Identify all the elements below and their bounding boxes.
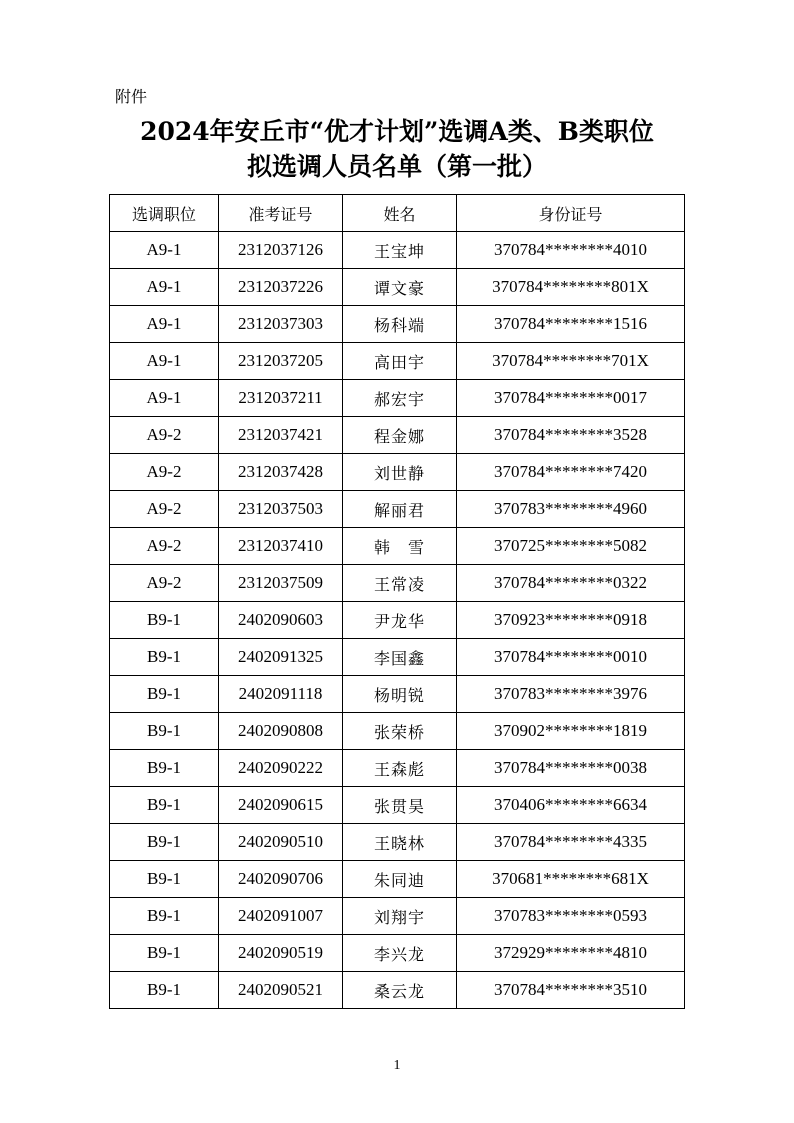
table-row bbox=[110, 306, 685, 343]
cell-id-number: 370784********0010 bbox=[457, 639, 685, 676]
cell-name: 桑云龙 bbox=[343, 972, 457, 1009]
header-position: 选调职位 bbox=[110, 195, 219, 232]
page-number: 1 bbox=[393, 1058, 401, 1073]
cell-name: 郝宏宇 bbox=[343, 380, 457, 417]
cell-name: 杨明锐 bbox=[343, 676, 457, 713]
cell-exam-number: 2402090519 bbox=[219, 935, 343, 972]
cell-id-number: 370784********801X bbox=[457, 269, 685, 306]
table-row bbox=[110, 417, 685, 454]
table-row bbox=[110, 972, 685, 1009]
table-row bbox=[110, 454, 685, 491]
cell-position: B9-1 bbox=[110, 713, 219, 750]
document-title bbox=[0, 114, 794, 184]
cell-id-number: 370784********0322 bbox=[457, 565, 685, 602]
cell-position: A9-2 bbox=[110, 417, 219, 454]
table-row bbox=[110, 528, 685, 565]
cell-id-number: 370725********5082 bbox=[457, 528, 685, 565]
cell-name: 王晓林 bbox=[343, 824, 457, 861]
cell-name: 张荣桥 bbox=[343, 713, 457, 750]
cell-id-number: 370784********4335 bbox=[457, 824, 685, 861]
header-name: 姓名 bbox=[343, 195, 457, 232]
cell-position: B9-1 bbox=[110, 898, 219, 935]
cell-name: 杨科端 bbox=[343, 306, 457, 343]
cell-exam-number: 2402091007 bbox=[219, 898, 343, 935]
table-row bbox=[110, 269, 685, 306]
cell-name: 高田宇 bbox=[343, 343, 457, 380]
cell-position: B9-1 bbox=[110, 676, 219, 713]
cell-exam-number: 2402090706 bbox=[219, 861, 343, 898]
header-exam-number: 准考证号 bbox=[219, 195, 343, 232]
table-row bbox=[110, 491, 685, 528]
cell-position: B9-1 bbox=[110, 824, 219, 861]
table-row bbox=[110, 639, 685, 676]
cell-position: B9-1 bbox=[110, 935, 219, 972]
cell-name: 韩 雪 bbox=[343, 528, 457, 565]
cell-position: A9-1 bbox=[110, 306, 219, 343]
cell-id-number: 370784********7420 bbox=[457, 454, 685, 491]
cell-exam-number: 2312037509 bbox=[219, 565, 343, 602]
header-id-number: 身份证号 bbox=[457, 195, 685, 232]
cell-name: 朱同迪 bbox=[343, 861, 457, 898]
table-body bbox=[110, 232, 685, 1009]
cell-position: A9-2 bbox=[110, 528, 219, 565]
cell-exam-number: 2402090615 bbox=[219, 787, 343, 824]
cell-id-number: 370784********0017 bbox=[457, 380, 685, 417]
table-row bbox=[110, 787, 685, 824]
cell-name: 王宝坤 bbox=[343, 232, 457, 269]
cell-name: 张贯昊 bbox=[343, 787, 457, 824]
cell-exam-number: 2402091118 bbox=[219, 676, 343, 713]
cell-position: A9-2 bbox=[110, 454, 219, 491]
cell-id-number: 370783********0593 bbox=[457, 898, 685, 935]
table-row bbox=[110, 380, 685, 417]
cell-exam-number: 2312037503 bbox=[219, 491, 343, 528]
cell-id-number: 370923********0918 bbox=[457, 602, 685, 639]
cell-id-number: 372929********4810 bbox=[457, 935, 685, 972]
cell-id-number: 370784********4010 bbox=[457, 232, 685, 269]
cell-position: B9-1 bbox=[110, 861, 219, 898]
cell-exam-number: 2312037126 bbox=[219, 232, 343, 269]
title-line-2: 拟选调人员名单（第一批） bbox=[246, 152, 547, 181]
table-row bbox=[110, 343, 685, 380]
cell-name: 刘世静 bbox=[343, 454, 457, 491]
cell-name: 谭文豪 bbox=[343, 269, 457, 306]
table-row bbox=[110, 824, 685, 861]
cell-exam-number: 2312037410 bbox=[219, 528, 343, 565]
cell-position: B9-1 bbox=[110, 972, 219, 1009]
cell-exam-number: 2312037303 bbox=[219, 306, 343, 343]
cell-name: 王常凌 bbox=[343, 565, 457, 602]
cell-exam-number: 2312037421 bbox=[219, 417, 343, 454]
cell-position: B9-1 bbox=[110, 639, 219, 676]
cell-exam-number: 2402090521 bbox=[219, 972, 343, 1009]
cell-id-number: 370784********0038 bbox=[457, 750, 685, 787]
table-header-row bbox=[110, 195, 685, 232]
cell-exam-number: 2312037211 bbox=[219, 380, 343, 417]
cell-name: 解丽君 bbox=[343, 491, 457, 528]
cell-exam-number: 2312037226 bbox=[219, 269, 343, 306]
table-row bbox=[110, 565, 685, 602]
table-row bbox=[110, 602, 685, 639]
cell-position: A9-2 bbox=[110, 565, 219, 602]
table-row bbox=[110, 750, 685, 787]
attachment-label: 附件 bbox=[115, 87, 148, 106]
cell-position: A9-2 bbox=[110, 491, 219, 528]
cell-exam-number: 2402090808 bbox=[219, 713, 343, 750]
cell-exam-number: 2402090222 bbox=[219, 750, 343, 787]
cell-exam-number: 2312037428 bbox=[219, 454, 343, 491]
cell-id-number: 370902********1819 bbox=[457, 713, 685, 750]
cell-exam-number: 2402090603 bbox=[219, 602, 343, 639]
cell-id-number: 370784********3510 bbox=[457, 972, 685, 1009]
cell-name: 刘翔宇 bbox=[343, 898, 457, 935]
cell-position: A9-1 bbox=[110, 380, 219, 417]
cell-exam-number: 2402091325 bbox=[219, 639, 343, 676]
table-row bbox=[110, 713, 685, 750]
cell-id-number: 370783********4960 bbox=[457, 491, 685, 528]
cell-id-number: 370784********3528 bbox=[457, 417, 685, 454]
table-row bbox=[110, 935, 685, 972]
cell-position: A9-1 bbox=[110, 232, 219, 269]
candidate-table bbox=[109, 194, 685, 1009]
title-line-1: 2024年安丘市“优才计划”选调A类、B类职位 bbox=[140, 117, 654, 146]
cell-position: B9-1 bbox=[110, 750, 219, 787]
cell-exam-number: 2402090510 bbox=[219, 824, 343, 861]
cell-name: 尹龙华 bbox=[343, 602, 457, 639]
cell-name: 李兴龙 bbox=[343, 935, 457, 972]
table-row bbox=[110, 898, 685, 935]
cell-exam-number: 2312037205 bbox=[219, 343, 343, 380]
cell-name: 王森彪 bbox=[343, 750, 457, 787]
cell-id-number: 370784********701X bbox=[457, 343, 685, 380]
cell-position: B9-1 bbox=[110, 602, 219, 639]
table-row bbox=[110, 232, 685, 269]
cell-id-number: 370784********1516 bbox=[457, 306, 685, 343]
cell-id-number: 370681********681X bbox=[457, 861, 685, 898]
cell-name: 程金娜 bbox=[343, 417, 457, 454]
cell-id-number: 370783********3976 bbox=[457, 676, 685, 713]
table-row bbox=[110, 861, 685, 898]
cell-id-number: 370406********6634 bbox=[457, 787, 685, 824]
cell-position: A9-1 bbox=[110, 269, 219, 306]
cell-position: A9-1 bbox=[110, 343, 219, 380]
cell-name: 李国鑫 bbox=[343, 639, 457, 676]
table-row bbox=[110, 676, 685, 713]
cell-position: B9-1 bbox=[110, 787, 219, 824]
